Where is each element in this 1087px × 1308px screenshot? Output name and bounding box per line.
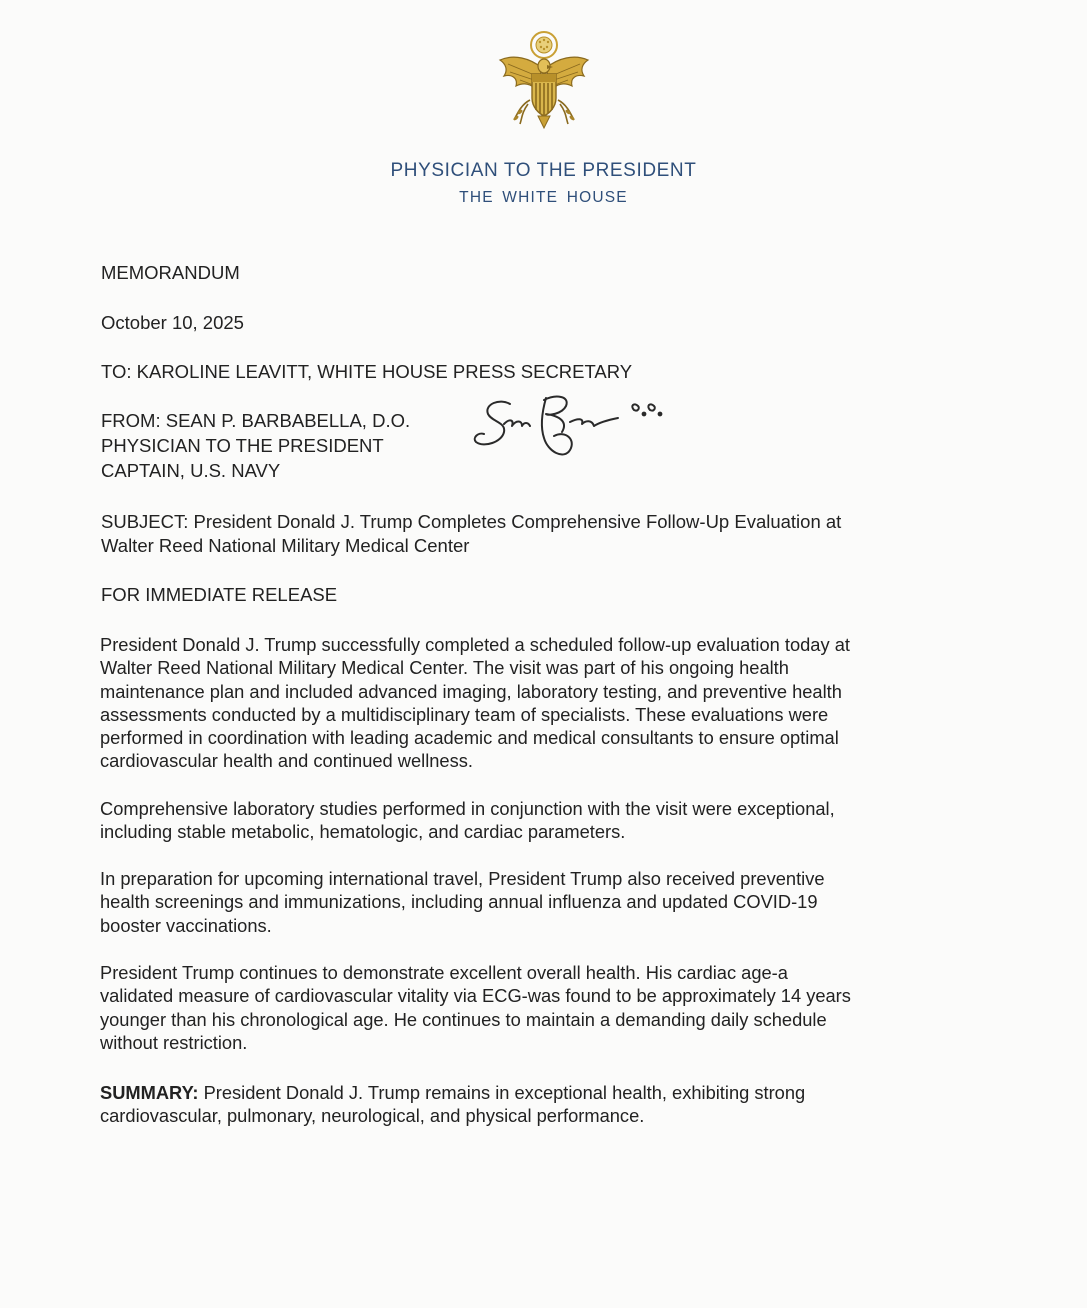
memo-type: MEMORANDUM <box>101 262 240 283</box>
memo-subject-line-2: Walter Reed National Military Medical Center <box>101 535 470 556</box>
summary-label: SUMMARY: <box>100 1082 199 1103</box>
summary-paragraph <box>100 1081 945 1128</box>
body-paragraph-2 <box>100 797 945 844</box>
paragraph-line: cardiovascular health and continued wellness. <box>100 750 473 772</box>
memo-to: TO: KAROLINE LEAVITT, WHITE HOUSE PRESS SECRETARY <box>101 361 633 382</box>
paragraph-line: In preparation for upcoming international travel, President Trump also received preventive <box>100 868 825 889</box>
letterhead-subtitle: THE WHITE HOUSE <box>459 189 628 206</box>
memo-date: October 10, 2025 <box>101 312 244 333</box>
paragraph-line: without restriction. <box>100 1031 248 1053</box>
handwritten-signature <box>470 392 690 468</box>
summary-text: President Donald J. Trump remains in exceptional health, exhibiting strong <box>198 1082 806 1103</box>
memo-from: FROM: SEAN P. BARBABELLA, D.O. <box>101 410 411 431</box>
paragraph-line: assessments conducted by a multidisciplinary team of specialists. These evaluations were <box>100 703 829 725</box>
body-paragraph-3 <box>100 867 945 937</box>
paragraph-line: booster vaccinations. <box>100 914 272 936</box>
memo-from-rank: CAPTAIN, U.S. NAVY <box>101 460 281 481</box>
memo-subject-line-1: SUBJECT: President Donald J. Trump Completes Comprehensive Follow-Up Evaluation at <box>101 511 842 532</box>
paragraph-line: Comprehensive laboratory studies performed in conjunction with the visit were exceptional, <box>100 798 835 819</box>
letterhead-title: PHYSICIAN TO THE PRESIDENT <box>390 160 697 181</box>
paragraph-line: President Trump continues to demonstrate excellent overall health. His cardiac age-a <box>100 962 788 983</box>
paragraph-line: President Donald J. Trump successfully completed a scheduled follow-up evaluation today at <box>100 634 850 655</box>
body-paragraph-1 <box>100 633 945 773</box>
body-paragraph-4 <box>100 961 945 1054</box>
release-label: FOR IMMEDIATE RELEASE <box>101 584 338 605</box>
paragraph-line: younger than his chronological age. He continues to maintain a demanding daily schedule <box>100 1008 827 1030</box>
paragraph-line: performed in coordination with leading academic and medical consultants to ensure optimal <box>100 727 839 749</box>
paragraph-line: validated measure of cardiovascular vitality via ECG-was found to be approximately 14 years <box>100 985 851 1007</box>
paragraph-line: including stable metabolic, hematologic, and cardiac parameters. <box>100 821 626 843</box>
paragraph-line: maintenance plan and included advanced imaging, laboratory testing, and preventive health <box>100 680 842 702</box>
summary-line-1 <box>100 1081 945 1104</box>
paragraph-line: health screenings and immunizations, including annual influenza and updated COVID-19 <box>100 891 818 913</box>
summary-line-2: cardiovascular, pulmonary, neurological, and physical performance. <box>100 1105 645 1127</box>
memo-from-title: PHYSICIAN TO THE PRESIDENT <box>101 435 384 456</box>
presidential-seal-icon <box>492 28 596 132</box>
paragraph-line: Walter Reed National Military Medical Center. The visit was part of his ongoing health <box>100 657 789 679</box>
